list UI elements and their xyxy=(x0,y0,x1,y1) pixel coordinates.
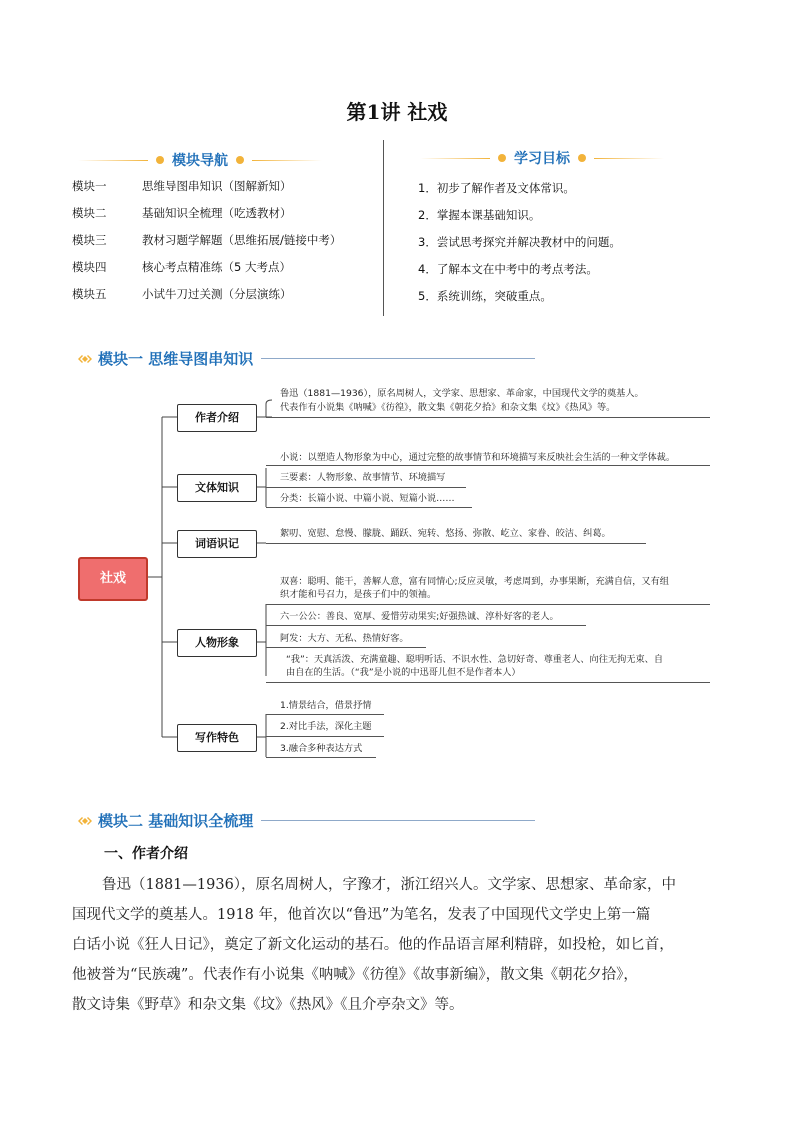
leaf-char-1a: 双喜：聪明、能干，善解人意，富有同情心;反应灵敏，考虑周到，办事果断，充满自信，又有组 xyxy=(280,576,669,587)
leaf-author-1: 鲁迅（1881—1936），原名周树人，文学家、思想家、革命家，中国现代文学的奠基人。 xyxy=(280,388,644,399)
leaf-underline xyxy=(266,604,710,605)
leaf-style-2: 2.对比手法，深化主题 xyxy=(280,721,372,732)
leaf-underline xyxy=(266,487,466,488)
nav-heading: 模块导航 xyxy=(172,153,228,169)
nav-item[interactable]: 模块四 核心考点精准练（5 大考点） xyxy=(72,260,291,274)
goal-item: 4．了解本文在中考中的考点考法。 xyxy=(418,262,598,276)
nav-item[interactable]: 模块二 基础知识全梳理（吃透教材） xyxy=(72,206,292,220)
leaf-underline xyxy=(266,757,376,758)
goal-item: 2．掌握本课基础知识。 xyxy=(418,208,541,222)
nav-item[interactable]: 模块三 教材习题学解题（思维拓展/链接中考） xyxy=(72,233,342,247)
nav-item[interactable]: 模块一 思维导图串知识（图解新知） xyxy=(72,179,292,193)
page-title: 第1讲 社戏 xyxy=(346,100,448,124)
goals-heading: 学习目标 xyxy=(514,151,570,167)
nav-item[interactable]: 模块五 小试牛刀过关测（分层演练） xyxy=(72,287,292,301)
module2-heading-row xyxy=(78,810,535,831)
leaf-char-3: 阿发：大方、无私、热情好客。 xyxy=(280,633,409,644)
mindmap-root: 社戏 xyxy=(78,557,148,601)
goal-item: 3．尝试思考探究并解决教材中的问题。 xyxy=(418,235,621,249)
leaf-underline xyxy=(266,682,710,683)
module1-heading: 模块一 思维导图串知识 xyxy=(98,350,254,368)
branch-words: 词语识记 xyxy=(177,530,257,558)
subheading-author: 一、作者介绍 xyxy=(104,846,188,862)
leaf-char-1b: 织才能和号召力，是孩子们中的领袖。 xyxy=(280,589,437,600)
goal-item: 5．系统训练，突破重点。 xyxy=(418,289,552,303)
branch-author: 作者介绍 xyxy=(177,404,257,432)
leaf-char-4a: “我”：天真活泼、充满童趣、聪明听话、不识水性、急切好奇、尊重老人、向往无拘无束、自 xyxy=(286,654,664,665)
leaf-words: 絮叨、宽慰、怠慢、朦胧、踊跃、宛转、悠扬、弥散、屹立、家眷、皎洁、纠葛。 xyxy=(280,528,611,539)
paragraph-line: 他被誉为“民族魂”。代表作有小说集《呐喊》《彷徨》《故事新编》，散文集《朝花夕拾》， xyxy=(72,967,638,983)
leaf-underline xyxy=(266,647,426,648)
leaf-author-2: 代表作有小说集《呐喊》《彷徨》，散文集《朝花夕拾》和杂文集《坟》《热风》等。 xyxy=(280,402,616,413)
leaf-genre-3: 分类：长篇小说、中篇小说、短篇小说…… xyxy=(280,493,455,504)
leaf-char-4b: 由自在的生活。（“我”是小说的中迅哥儿但不是作者本人） xyxy=(286,667,521,678)
leaf-underline xyxy=(266,736,384,737)
leaf-genre-2: 三要素：人物形象、故事情节、环境描写 xyxy=(280,472,446,483)
branch-style: 写作特色 xyxy=(177,724,257,752)
branch-characters: 人物形象 xyxy=(177,629,257,657)
leaf-underline xyxy=(266,417,710,418)
goal-item: 1．初步了解作者及文体常识。 xyxy=(418,181,575,195)
leaf-style-1: 1.情景结合，借景抒情 xyxy=(280,700,372,711)
leaf-underline xyxy=(266,507,472,508)
paragraph-line: 白话小说《狂人日记》，奠定了新文化运动的基石。他的作品语言犀利精辟，如投枪，如匕首， xyxy=(72,937,674,953)
paragraph-line: 鲁迅（1881—1936），原名周树人，字豫才，浙江绍兴人。文学家、思想家、革命家，中 xyxy=(102,877,677,893)
branch-genre: 文体知识 xyxy=(177,474,257,502)
diamond-bullet-icon xyxy=(78,814,92,828)
leaf-char-2: 六一公公：善良、宽厚、爱惜劳动果实;好强热诚、淳朴好客的老人。 xyxy=(280,611,559,622)
author-paragraph xyxy=(72,870,732,1020)
leaf-style-3: 3.融合多种表达方式 xyxy=(280,743,363,754)
module2-heading: 模块二 基础知识全梳理 xyxy=(98,812,254,830)
leaf-underline xyxy=(266,465,710,466)
paragraph-line: 国现代文学的奠基人。1918 年，他首次以“鲁迅”为笔名，发表了中国现代文学史上第一篇 xyxy=(72,907,651,923)
leaf-underline xyxy=(266,625,586,626)
paragraph-line: 散文诗集《野草》和杂文集《坟》《热风》《且介亭杂文》等。 xyxy=(72,997,464,1013)
leaf-underline xyxy=(266,714,384,715)
leaf-underline xyxy=(266,543,646,544)
leaf-genre-1: 小说：以塑造人物形象为中心，通过完整的故事情节和环境描写来反映社会生活的一种文学体裁。 xyxy=(280,452,676,463)
